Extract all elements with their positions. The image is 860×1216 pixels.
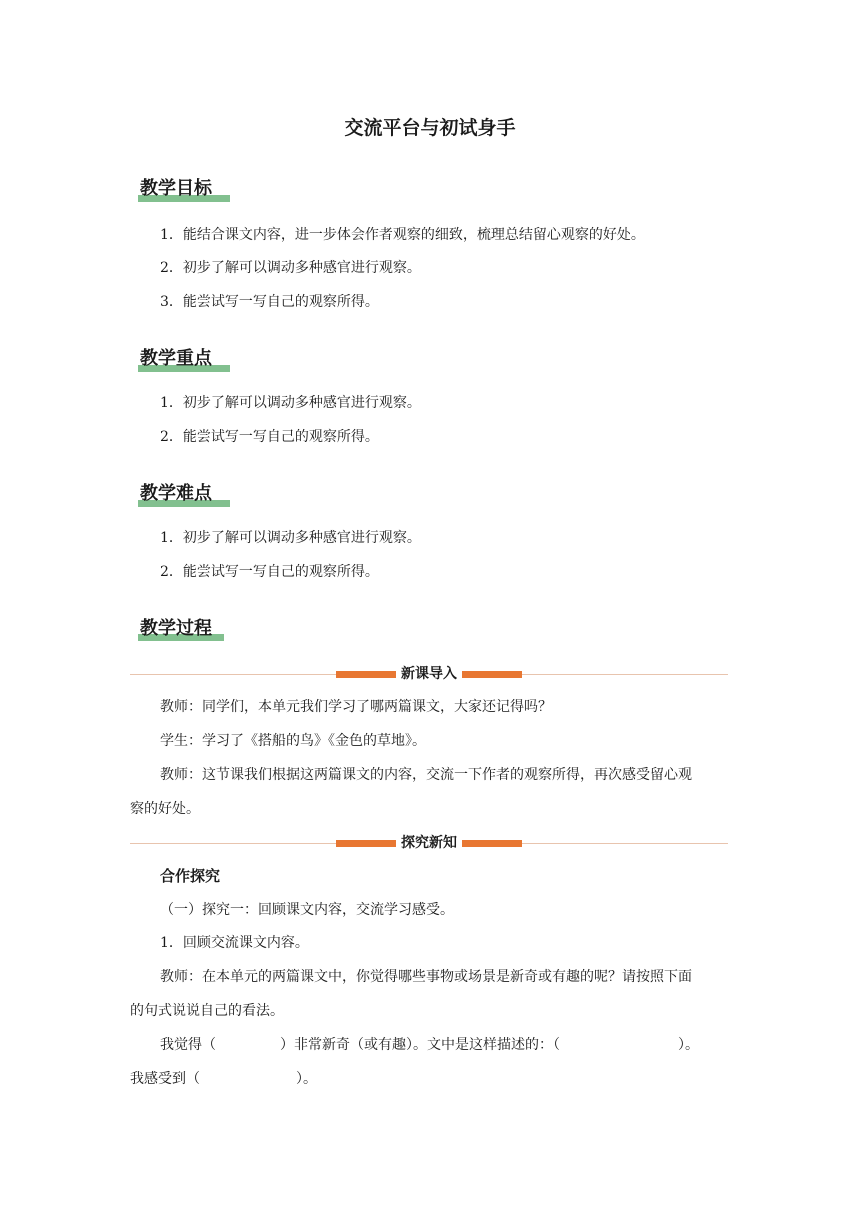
section-heading-goals: 教学目标 <box>140 178 212 199</box>
page-title: 交流平台与初试身手 <box>344 117 516 139</box>
template-text: 我觉得（ <box>160 1037 216 1053</box>
divider-rule <box>130 843 338 844</box>
list-item: 3．能尝试写一写自己的观察所得。 <box>160 294 379 310</box>
divider-accent <box>462 840 522 847</box>
divider-accent <box>336 671 396 678</box>
divider-label: 探究新知 <box>396 833 462 853</box>
sentence-template-line <box>130 1069 317 1089</box>
paragraph-line: 教师：这节课我们根据这两篇课文的内容，交流一下作者的观察所得，再次感受留心观 <box>160 767 692 783</box>
list-item: 1．初步了解可以调动多种感官进行观察。 <box>160 395 421 411</box>
paragraph-line: 1．回顾交流课文内容。 <box>160 935 309 951</box>
section-heading-difficulties: 教学难点 <box>140 483 212 504</box>
list-item: 2．初步了解可以调动多种感官进行观察。 <box>160 260 421 276</box>
divider-label: 新课导入 <box>396 664 462 684</box>
sentence-template-line <box>160 1035 699 1055</box>
divider-rule <box>130 674 338 675</box>
paragraph-line: 察的好处。 <box>130 801 200 817</box>
section-heading-process: 教学过程 <box>140 618 212 639</box>
list-item: 1．能结合课文内容，进一步体会作者观察的细致，梳理总结留心观察的好处。 <box>160 227 645 243</box>
paragraph-line: 学生：学习了《搭船的鸟》《金色的草地》。 <box>160 733 426 749</box>
divider-rule <box>520 674 728 675</box>
template-text: 我感受到（ <box>130 1071 200 1087</box>
section-heading-key-points: 教学重点 <box>140 348 212 369</box>
section-divider-explore <box>130 835 728 851</box>
template-text: ）非常新奇（或有趣）。文中是这样描述的：（ <box>280 1037 560 1053</box>
paragraph-line: 教师：同学们，本单元我们学习了哪两篇课文，大家还记得吗？ <box>160 699 552 715</box>
divider-accent <box>462 671 522 678</box>
list-item: 1．初步了解可以调动多种感官进行观察。 <box>160 530 421 546</box>
template-text: ）。 <box>678 1037 699 1053</box>
paragraph-line: （一）探究一：回顾课文内容，交流学习感受。 <box>160 902 454 918</box>
template-text: ）。 <box>296 1071 317 1087</box>
paragraph-line: 教师：在本单元的两篇课文中，你觉得哪些事物或场景是新奇或有趣的呢？请按照下面 <box>160 969 692 985</box>
divider-rule <box>520 843 728 844</box>
list-item: 2．能尝试写一写自己的观察所得。 <box>160 564 379 580</box>
paragraph-line: 的句式说说自己的看法。 <box>130 1003 284 1019</box>
list-item: 2．能尝试写一写自己的观察所得。 <box>160 429 379 445</box>
sub-heading: 合作探究 <box>160 867 221 885</box>
divider-accent <box>336 840 396 847</box>
section-divider-intro <box>130 666 728 682</box>
